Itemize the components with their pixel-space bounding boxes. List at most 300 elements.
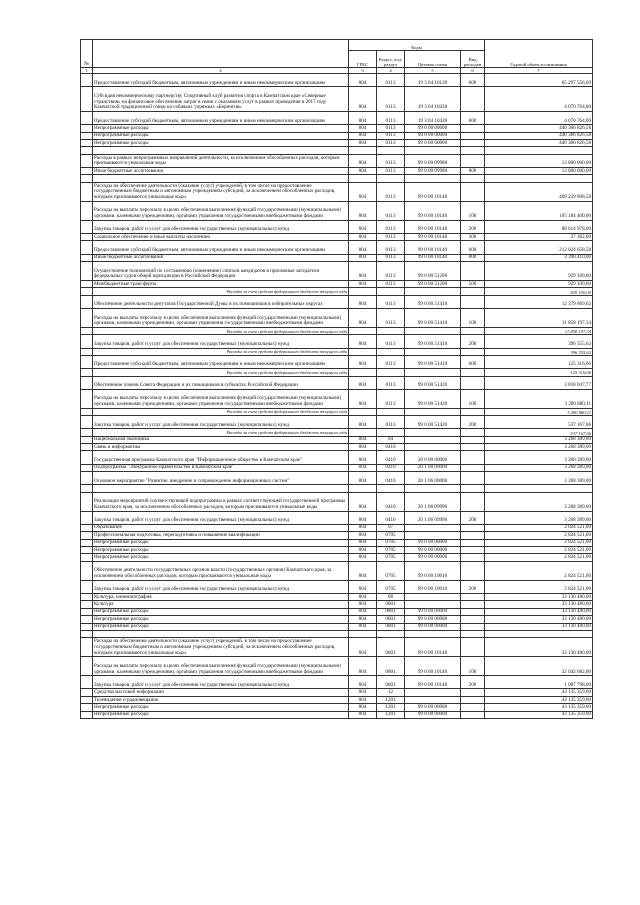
grbs-code-cell: 804 (349, 182, 377, 201)
table-row (81, 112, 593, 125)
target-article-cell: 99 0 00 00000 (405, 711, 461, 718)
expense-type-cell (461, 436, 485, 443)
expense-type-cell (461, 704, 485, 711)
row-index-cell (81, 416, 93, 429)
target-article-cell (405, 532, 461, 539)
expense-type-cell (461, 327, 485, 334)
grbs-code-cell: 804 (349, 254, 377, 261)
grbs-code-cell: 804 (349, 676, 377, 689)
amount-cell: 13 800 000,00 (485, 154, 593, 167)
razdel-code-cell (377, 429, 405, 436)
table-row (81, 147, 593, 154)
target-article-cell: 99 0 00 10140 (405, 254, 461, 261)
table-row (81, 281, 593, 288)
target-article-cell (405, 524, 461, 531)
target-article-cell: 19 3 04 10430 (405, 112, 461, 125)
table-row (81, 711, 593, 718)
table-row (81, 601, 593, 608)
razdel-code-cell: 0705 (377, 561, 405, 580)
expense-type-cell (461, 623, 485, 630)
target-article-cell: 99 0 00 00000 (405, 616, 461, 623)
expense-type-cell: 100 (461, 657, 485, 676)
expense-type-cell: 200 (461, 220, 485, 233)
target-article-cell: 99 0 00 00000 (405, 140, 461, 147)
expense-type-cell (461, 376, 485, 389)
item-name-cell: Расходы за счет средств федерального бюджета текущего года (93, 369, 349, 376)
table-row (81, 492, 593, 511)
item-name-cell: Непрограммные расходы (93, 140, 349, 147)
razdel-code-cell (377, 630, 405, 637)
target-article-cell: 99 0 00 09980 (405, 168, 461, 175)
target-article-cell: 99 0 00 09980 (405, 154, 461, 167)
razdel-code-cell: 0113 (377, 254, 405, 261)
column-number: 3 (349, 68, 377, 74)
razdel-code-cell: 0113 (377, 87, 405, 112)
razdel-code-cell: 0113 (377, 182, 405, 201)
razdel-code-cell: 0410 (377, 451, 405, 464)
razdel-code-cell: 0113 (377, 335, 405, 348)
target-article-cell: 19 3 04 10130 (405, 74, 461, 87)
razdel-code-cell: 0113 (377, 241, 405, 254)
razdel-code-cell (377, 348, 405, 355)
item-name-cell: Субсидия некоммерческому партнерству Спортивный клуб развития спорта в Камчатском крае «Северные странствия» на финансовое обеспечение затрат в связи с оказанием услуг в рамках проведения в 2017 году Камчатской традиционной гонки на собачьих упряжках «Берингия» (93, 87, 349, 112)
grbs-code-cell: 804 (349, 168, 377, 175)
amount-cell: 1 087 798,00 (485, 676, 593, 689)
razdel-code-cell: 0801 (377, 676, 405, 689)
razdel-code-cell: 0113 (377, 262, 405, 281)
expense-type-cell (461, 546, 485, 553)
expense-type-cell (461, 608, 485, 615)
target-article-cell: 99 0 00 51410 (405, 295, 461, 308)
amount-cell: 440 366 826,58 (485, 125, 593, 132)
item-name-cell: Средства массовой информации (93, 689, 349, 696)
grbs-code-cell: 804 (349, 140, 377, 147)
amount-cell: 2 824 521,00 (485, 554, 593, 561)
razdel-code-cell: 0705 (377, 546, 405, 553)
target-article-cell (405, 689, 461, 696)
grbs-code-cell: 804 (349, 532, 377, 539)
amount-cell: 3 398 410,00 (485, 254, 593, 261)
table-row (81, 389, 593, 408)
grbs-code-cell: 804 (349, 74, 377, 87)
expense-type-cell: 100 (461, 201, 485, 220)
amount-cell: 440 366 826,58 (485, 132, 593, 139)
razdel-code-cell: 0705 (377, 580, 405, 593)
grbs-code-cell: 804 (349, 416, 377, 429)
grbs-code-cell: 804 (349, 657, 377, 676)
row-index-cell (81, 87, 93, 112)
amount-cell: 88 614 978,00 (485, 220, 593, 233)
item-name-cell (93, 485, 349, 492)
row-index-cell (81, 593, 93, 600)
expense-type-cell: 100 (461, 389, 485, 408)
column-number: 4 (377, 68, 405, 74)
expense-type-cell (461, 182, 485, 201)
row-index-cell (81, 175, 93, 182)
table-row (81, 616, 593, 623)
row-index-cell (81, 472, 93, 485)
razdel-code-cell: 0113 (377, 416, 405, 429)
item-name-cell: Закупка товаров, работ и услуг для обеспечения государственных (муниципальных) нужд (93, 580, 349, 593)
expense-type-cell: 200 (461, 335, 485, 348)
grbs-code-cell: 804 (349, 580, 377, 593)
item-name-cell: Расходы за счет средств федерального бюджета текущего года (93, 288, 349, 295)
razdel-code-cell: 07 (377, 524, 405, 531)
row-index-cell (81, 676, 93, 689)
expense-type-cell (461, 408, 485, 415)
row-index-cell (81, 657, 93, 676)
razdel-code-cell: 0113 (377, 220, 405, 233)
row-index-cell (81, 608, 93, 615)
table-row (81, 262, 593, 281)
razdel-code-cell: 1201 (377, 711, 405, 718)
target-article-cell: 99 0 00 10010 (405, 561, 461, 580)
amount-cell: 440 366 826,58 (485, 140, 593, 147)
grbs-code-cell: 804 (349, 355, 377, 368)
row-index-cell (81, 262, 93, 281)
row-index-cell (81, 451, 93, 464)
item-name-cell: Иные бюджетные ассигнования (93, 168, 349, 175)
grbs-code-cell: 804 (349, 87, 377, 112)
vid-header: Вид расходов (461, 51, 485, 68)
target-article-cell: 99 0 00 10140 (405, 676, 461, 689)
target-article-cell (405, 288, 461, 295)
note-row (81, 288, 593, 295)
amount-cell: 3 268 389,00 (485, 492, 593, 511)
grbs-code-cell: 804 (349, 241, 377, 254)
amount-cell: 11 858 197,34 (485, 308, 593, 327)
target-article-cell (405, 436, 461, 443)
expense-type-cell: 200 (461, 416, 485, 429)
razdel-code-cell: 0801 (377, 638, 405, 657)
amount-cell: 33 130 480,00 (485, 616, 593, 623)
grbs-code-cell: 804 (349, 561, 377, 580)
expense-type-cell (461, 554, 485, 561)
row-index-cell (81, 74, 93, 87)
expense-type-cell (461, 125, 485, 132)
amount-cell: 43 135 359,00 (485, 689, 593, 696)
table-row (81, 546, 593, 553)
razdel-code-cell: 0801 (377, 601, 405, 608)
table-row (81, 220, 593, 233)
target-article-cell: 99 0 00 00000 (405, 608, 461, 615)
amount-cell: 43 135 359,00 (485, 696, 593, 703)
item-name-cell (93, 147, 349, 154)
row-index-cell (81, 580, 93, 593)
row-index-cell (81, 281, 93, 288)
grbs-code-cell: 804 (349, 335, 377, 348)
item-name-cell: Телевидение и радиовещание (93, 696, 349, 703)
amount-cell: 929 100,00 (485, 288, 593, 295)
expense-type-cell (461, 464, 485, 471)
grbs-code-cell: 804 (349, 132, 377, 139)
table-row (81, 436, 593, 443)
item-name-cell: Расходы на выплаты персоналу в целях обеспечения выполнения функций государственными (муниципальными) органами, казенными учреждениями, органами управления государственными внебюджетными фондами (93, 389, 349, 408)
grbs-code-cell: 804 (349, 436, 377, 443)
razdel-code-cell: 0113 (377, 168, 405, 175)
item-name-cell: Обеспечение деятельности депутатов Государственной Думы и их помощников в избирательных округах (93, 295, 349, 308)
table-row (81, 444, 593, 451)
table-row (81, 472, 593, 485)
grbs-code-cell: 804 (349, 616, 377, 623)
item-name-cell: Осуществление полномочий по составлению (изменению) списков кандидатов в присяжные заседатели федеральных судов общей юрисдикции в Российской Федерации (93, 262, 349, 281)
razdel-code-cell: 0113 (377, 355, 405, 368)
item-name-cell: Непрограммные расходы (93, 546, 349, 553)
amount-cell: 3 280 880,11 (485, 408, 593, 415)
grbs-code-cell: 804 (349, 234, 377, 241)
amount-cell: 3 818 047,77 (485, 376, 593, 389)
row-index-cell (81, 234, 93, 241)
amount-cell: 125 316,66 (485, 369, 593, 376)
item-name-cell: Культура, кинематография (93, 593, 349, 600)
table-row (81, 182, 593, 201)
table-row (81, 234, 593, 241)
row-index-cell (81, 348, 93, 355)
expense-type-cell: 200 (461, 511, 485, 524)
name-header (93, 40, 349, 68)
row-index-cell (81, 220, 93, 233)
table-row (81, 704, 593, 711)
grbs-code-cell: 804 (349, 696, 377, 703)
expense-type-cell (461, 154, 485, 167)
table-row (81, 175, 593, 182)
grbs-code-cell: 804 (349, 464, 377, 471)
row-index-cell (81, 464, 93, 471)
target-article-cell: 99 0 00 10140 (405, 657, 461, 676)
row-index-cell (81, 355, 93, 368)
column-number: 2 (93, 68, 349, 74)
codes-group-header: Коды (349, 40, 485, 51)
grbs-code-cell: 804 (349, 451, 377, 464)
row-index-cell (81, 711, 93, 718)
table-row (81, 451, 593, 464)
razdel-code-cell: 0801 (377, 616, 405, 623)
row-index-cell (81, 689, 93, 696)
razdel-code-cell: 0410 (377, 492, 405, 511)
expense-type-cell: 600 (461, 241, 485, 254)
razdel-code-cell: 08 (377, 593, 405, 600)
razdel-code-cell (377, 485, 405, 492)
column-number: 5 (405, 68, 461, 74)
table-row (81, 355, 593, 368)
razdel-code-cell: 0113 (377, 125, 405, 132)
target-article-cell (405, 429, 461, 436)
razdel-code-cell: 0705 (377, 554, 405, 561)
row-index-cell (81, 623, 93, 630)
row-index-cell (81, 147, 93, 154)
grbs-code-cell (349, 348, 377, 355)
grbs-code-cell: 804 (349, 376, 377, 389)
amount-cell: 65 297 556,69 (485, 74, 593, 87)
target-article-cell: 99 0 00 00000 (405, 539, 461, 546)
amount-cell: 3 268 389,00 (485, 472, 593, 485)
item-name-cell: Предоставление субсидий бюджетным, автономным учреждениям и иным некоммерческим организациям (93, 355, 349, 368)
expense-type-cell (461, 132, 485, 139)
table-row (81, 74, 593, 87)
grbs-code-cell: 804 (349, 511, 377, 524)
grbs-code-cell: 804 (349, 262, 377, 281)
grbs-code-cell: 804 (349, 601, 377, 608)
row-index-cell (81, 241, 93, 254)
grbs-code-cell: 804 (349, 201, 377, 220)
grbs-code-cell: 804 (349, 539, 377, 546)
table-row (81, 554, 593, 561)
table-row (81, 657, 593, 676)
amount-cell: 3 268 389,00 (485, 511, 593, 524)
item-name-cell: Обеспечение членов Совета Федерации и их помощников в субъектах Российской Федерации (93, 376, 349, 389)
razdel-code-cell: 0113 (377, 140, 405, 147)
razdel-code-cell: 0113 (377, 112, 405, 125)
expense-type-cell (461, 532, 485, 539)
amount-cell: 2 824 521,00 (485, 524, 593, 531)
target-article-cell: 99 0 00 10140 (405, 182, 461, 201)
amount-cell: 43 135 359,00 (485, 711, 593, 718)
expense-type-cell (461, 696, 485, 703)
item-name-cell: Связь и информатика (93, 444, 349, 451)
amount-cell: 105 184 400,00 (485, 201, 593, 220)
table-row (81, 539, 593, 546)
grbs-code-cell: 804 (349, 281, 377, 288)
table-row (81, 608, 593, 615)
budget-allocation-table (80, 39, 593, 719)
grbs-code-cell (349, 147, 377, 154)
grbs-code-cell: 804 (349, 546, 377, 553)
grbs-code-cell: 804 (349, 524, 377, 531)
razdel-code-cell: 0705 (377, 532, 405, 539)
expense-type-cell (461, 175, 485, 182)
note-row (81, 429, 593, 436)
csr-header: Целевая статья (405, 51, 461, 68)
amount-cell: 3 268 389,00 (485, 436, 593, 443)
target-article-cell (405, 408, 461, 415)
amount-cell: 929 100,00 (485, 262, 593, 281)
column-number: 1 (81, 68, 93, 74)
expense-type-cell: 200 (461, 676, 485, 689)
razdel-code-cell (377, 175, 405, 182)
table-row (81, 593, 593, 600)
target-article-cell (405, 593, 461, 600)
target-article-cell: 99 0 00 10010 (405, 580, 461, 593)
amount-cell: 37 362,00 (485, 234, 593, 241)
expense-type-cell (461, 348, 485, 355)
amount-cell: 212 024 658,58 (485, 241, 593, 254)
grbs-code-cell (349, 175, 377, 182)
item-name-cell: Предоставление субсидий бюджетным, автономным учреждениям и иным некоммерческим организациям (93, 112, 349, 125)
grbs-code-cell (349, 408, 377, 415)
item-name-cell: Расходы за счет средств федерального бюджета текущего года (93, 348, 349, 355)
item-name-cell: Реализация мероприятий соответствующей подпрограммы в рамках соответствующей государственной программы Камчатского края, за исключением обособленных расходов, которым присваиваются уникальные коды (93, 492, 349, 511)
target-article-cell: 20 1 06 09990 (405, 511, 461, 524)
item-name-cell: Закупка товаров, работ и услуг для обеспечения государственных (муниципальных) нужд (93, 416, 349, 429)
table-row (81, 511, 593, 524)
table-row (81, 168, 593, 175)
amount-cell: 2 824 521,00 (485, 546, 593, 553)
razdel-code-cell: 0113 (377, 201, 405, 220)
razdel-code-cell: 1201 (377, 696, 405, 703)
expense-type-cell: 800 (461, 168, 485, 175)
note-row (81, 327, 593, 334)
razdel-code-cell: 0410 (377, 511, 405, 524)
target-article-cell: 20 1 06 00000 (405, 472, 461, 485)
razdel-code-cell (377, 288, 405, 295)
table-row (81, 696, 593, 703)
item-name-cell: Профессиональная подготовка, переподготовка и повышение квалификации (93, 532, 349, 539)
target-article-cell: 99 0 00 00000 (405, 554, 461, 561)
item-name-cell: Подпрограмма "Электронное правительство в Камчатском крае" (93, 464, 349, 471)
target-article-cell: 99 0 00 51420 (405, 389, 461, 408)
razdel-code-cell: 0801 (377, 623, 405, 630)
target-article-cell: 99 0 00 00000 (405, 546, 461, 553)
target-article-cell: 99 0 00 51410 (405, 308, 461, 327)
expense-type-cell (461, 429, 485, 436)
target-article-cell: 20 0 00 00000 (405, 451, 461, 464)
row-index-cell (81, 132, 93, 139)
expense-type-cell (461, 601, 485, 608)
item-name-cell: Непрограммные расходы (93, 704, 349, 711)
table-row (81, 376, 593, 389)
expense-type-cell (461, 711, 485, 718)
amount-cell: 3 268 389,00 (485, 464, 593, 471)
expense-type-cell: 600 (461, 112, 485, 125)
amount-cell: 409 239 808,58 (485, 182, 593, 201)
razdel-code-cell: 04 (377, 436, 405, 443)
grbs-code-cell: 804 (349, 154, 377, 167)
razdel-code-cell: 0113 (377, 74, 405, 87)
razdel-code-cell: 0113 (377, 389, 405, 408)
target-article-cell (405, 444, 461, 451)
row-index-cell (81, 485, 93, 492)
table-row (81, 201, 593, 220)
item-name-cell: Культура (93, 601, 349, 608)
table-row (81, 308, 593, 327)
row-index-cell (81, 532, 93, 539)
grbs-code-cell (349, 327, 377, 334)
grbs-code-cell: 804 (349, 112, 377, 125)
razdel-code-cell: 12 (377, 689, 405, 696)
amount-cell: 537 167,66 (485, 429, 593, 436)
row-index-cell (81, 125, 93, 132)
item-name-cell: Иные бюджетные ассигнования (93, 254, 349, 261)
item-name-cell: Непрограммные расходы (93, 539, 349, 546)
target-article-cell: 99 0 00 51200 (405, 262, 461, 281)
amount-cell: 33 130 480,00 (485, 608, 593, 615)
row-index-cell (81, 112, 93, 125)
sum-header: Годовой объем ассигнования (485, 40, 593, 68)
amount-cell: 11 858 197,34 (485, 327, 593, 334)
item-name-cell: Непрограммные расходы (93, 125, 349, 132)
razdel-code-cell: 0410 (377, 464, 405, 471)
column-number: 6 (461, 68, 485, 74)
expense-type-cell (461, 492, 485, 511)
razdel-code-cell: 1201 (377, 704, 405, 711)
item-name-cell: Предоставление субсидий бюджетным, автономным учреждениям и иным некоммерческим организациям (93, 74, 349, 87)
amount-cell: 43 135 359,00 (485, 704, 593, 711)
expense-type-cell (461, 616, 485, 623)
expense-type-cell (461, 140, 485, 147)
grbs-code-cell: 804 (349, 623, 377, 630)
amount-cell (485, 485, 593, 492)
amount-cell: 33 130 480,00 (485, 593, 593, 600)
target-article-cell: 99 0 00 10140 (405, 638, 461, 657)
table-row (81, 140, 593, 147)
table-row (81, 689, 593, 696)
razdel-code-cell (377, 369, 405, 376)
item-name-cell: Расходы на обеспечение деятельности (оказание услуг) учреждений, в том числе на предоставление государственным бюджетным и автономным учреждениям субсидий, за исключением обособленных расходов, которым присваиваются уникальные коды (93, 182, 349, 201)
expense-type-cell (461, 288, 485, 295)
grbs-code-cell: 804 (349, 444, 377, 451)
expense-type-cell: 600 (461, 355, 485, 368)
expense-type-cell (461, 262, 485, 281)
